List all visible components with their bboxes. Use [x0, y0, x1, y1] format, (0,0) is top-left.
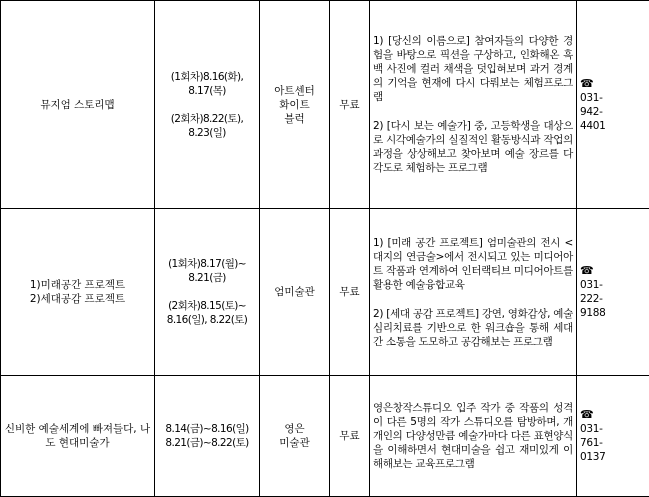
date-line: (2회차)8.22(토), 8.23(일): [158, 112, 256, 140]
description-paragraph: 2) [세대 공감 프로젝트] 강연, 영화감상, 예술심리치료를 기반으로 한 워크숍을 통해 세대 간 소통을 도모하고 공감해보는 프로그램: [373, 307, 573, 349]
program-name: [1, 1, 155, 209]
tel-line: 942-: [580, 105, 646, 119]
date-line: (1회차)8.16(화), 8.17(목): [158, 70, 256, 98]
venue-line: 화이트: [263, 98, 326, 112]
date-line: 8.14(금)~8.16(일): [158, 422, 256, 436]
date-line: 8.16(일), 8.22(토): [158, 313, 256, 327]
program-contact: [577, 1, 649, 209]
program-venue: [260, 376, 330, 497]
phone-icon: ☎: [580, 408, 646, 422]
description-paragraph: 영은창작스튜디오 입주 작가 중 작품의 성격이 다른 5명의 작가 스튜디오를 탐방하며, 개개인의 다양성만큼 예술가마다 다른 표현양식을 이해하면서 현대미술을 쉽고 재미있게 이해해보는 교육프로그램: [373, 401, 573, 471]
tel-line: 031-: [580, 278, 646, 292]
venue-line: 아트센터: [263, 84, 326, 98]
program-contact: [577, 209, 649, 376]
program-name: [1, 209, 155, 376]
tel-line: 9188: [580, 306, 646, 320]
date-line: (1회차)8.17(월)~: [158, 257, 256, 271]
program-fee: [330, 1, 370, 209]
program-dates: [155, 209, 260, 376]
date-line: (2회차)8.15(토)~: [158, 299, 256, 313]
description-paragraph: 1) [미래 공간 프로젝트] 엄미술관의 전시 <대지의 연금술>에서 전시되고 있는 미디어아트 작품과 연계하여 인터랙티브 미디어아트를 활용한 예술융합교육: [373, 236, 573, 292]
program-description: [370, 376, 577, 497]
fee-text: 무료: [339, 430, 359, 442]
tel-line: 0137: [580, 450, 646, 464]
table-row: [1, 209, 649, 376]
venue-line: 미술관: [263, 436, 326, 450]
program-fee: [330, 376, 370, 497]
venue-line: 블럭: [263, 112, 326, 126]
program-dates: [155, 376, 260, 497]
description-paragraph: 2) [다시 보는 예술가] 중, 고등학생을 대상으로 시각예술가의 실질적인 활동방식과 작업의 과정을 상상해보고 찾아보며 예술 장르를 다각도로 체험하는 프로그램: [373, 119, 573, 175]
program-name-line: 1)미래공간 프로젝트: [4, 278, 151, 292]
program-name-line: 2)세대공감 프로젝트: [4, 292, 151, 306]
tel-line: 4401: [580, 119, 646, 133]
program-contact: [577, 376, 649, 497]
description-paragraph: 1) [당신의 이름으로] 참여자들의 다양한 경험을 바탕으로 픽션을 구상하고, 인화해온 흑백 사진에 컬러 채색을 덧입혀보며 과거 경계의 기억을 현재에 다시 다뤄보는 체험프로그램: [373, 34, 573, 104]
venue-line: 엄미술관: [263, 285, 326, 299]
fee-text: 무료: [339, 99, 359, 111]
date-line: 8.21(금): [158, 271, 256, 285]
tel-line: 761-: [580, 436, 646, 450]
program-name-line: 신비한 예술세계에 빠져들다, 나도 현대미술가: [4, 422, 151, 450]
program-name: [1, 376, 155, 497]
phone-icon: ☎: [580, 264, 646, 278]
program-venue: [260, 1, 330, 209]
program-name-line: 뮤지엄 스토리맵: [4, 98, 151, 112]
table-row: [1, 1, 649, 209]
program-description: [370, 1, 577, 209]
program-venue: [260, 209, 330, 376]
table-row: [1, 376, 649, 497]
fee-text: 무료: [339, 286, 359, 298]
tel-line: 031-: [580, 91, 646, 105]
tel-line: 031-: [580, 422, 646, 436]
phone-icon: ☎: [580, 77, 646, 91]
tel-line: 222-: [580, 292, 646, 306]
program-dates: [155, 1, 260, 209]
program-fee: [330, 209, 370, 376]
date-line: 8.21(금)~8.22(토): [158, 436, 256, 450]
venue-line: 영은: [263, 422, 326, 436]
program-description: [370, 209, 577, 376]
